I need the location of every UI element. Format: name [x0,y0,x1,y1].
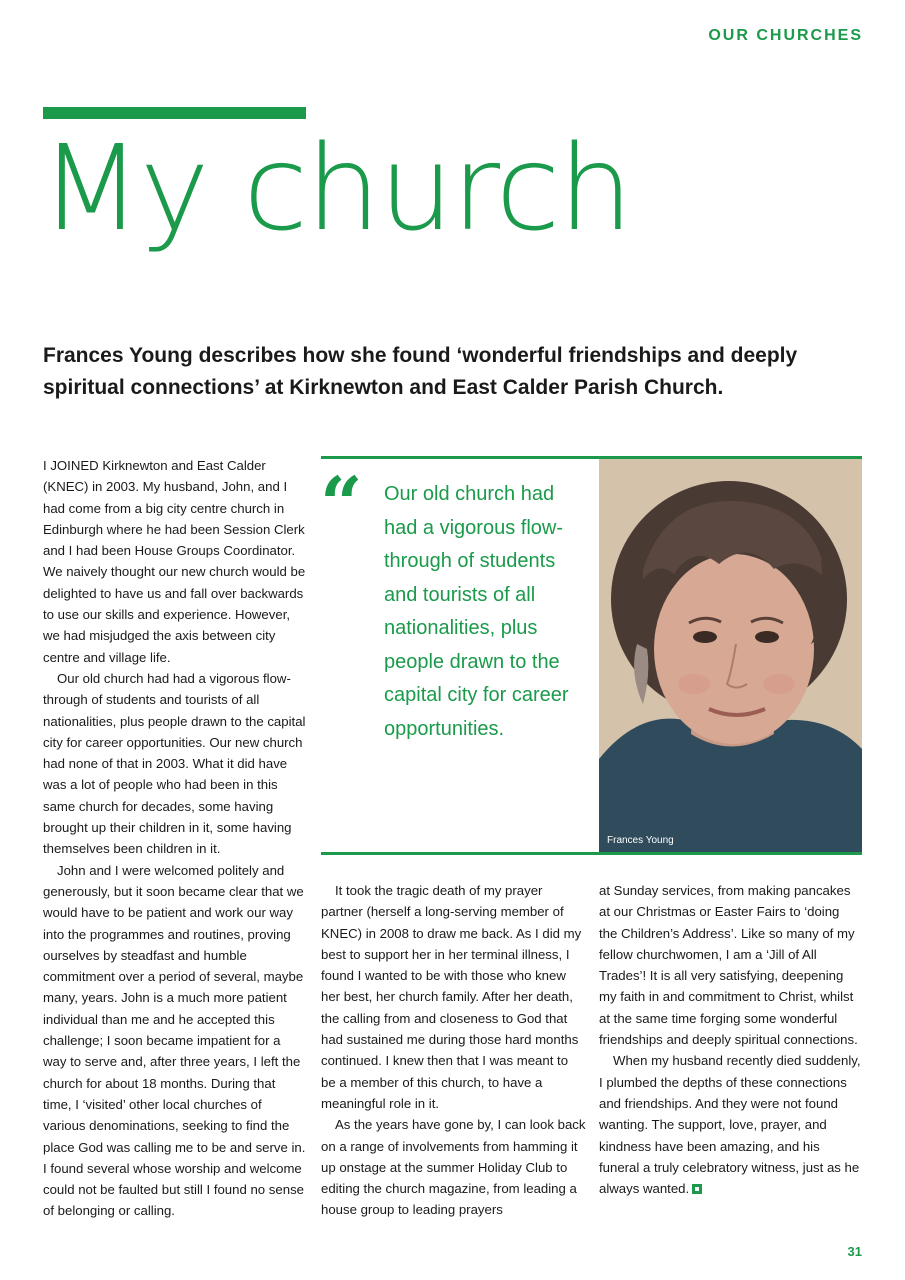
paragraph: It took the tragic death of my prayer partner (herself a long-serving member of KNEC) in 2008 to draw me back. As I did my best to support her in her terminal illness, I found I wanted to be with those who knew her best, her church family. After her death, the calling from and closeness to God that had sustained me during those hard months continued. I knew then that I was meant to be a member of this church, to have a meaningful role in it. [321,883,582,1111]
green-rule-bottom [321,852,862,855]
body-column-2 [321,880,586,1221]
paragraph: at Sunday services, from making pancakes at our Christmas or Easter Fairs to ‘doing the Children’s Address’. Like so many of my fellow churchwomen, I am a ‘Jill of All Trades’! It is all very satisfying, deepening my faith in and commitment to Christ, whilst at the same time forging some wonderful friendships and deeply spiritual connections. [599,883,858,1048]
author-photo [599,459,862,852]
section-label: OUR CHURCHES [708,27,863,44]
paragraph: I JOINED Kirknewton and East Calder (KNEC) in 2003. My husband, John, and I had come from a big city centre church in Edinburgh where he had been Session Clerk and I had been House Groups Coordinator. We naively thought our new church would be delighted to have us and fall over backwards to use our skills and experience. However, we had misjudged the axis between city centre and village life. [43,458,306,665]
portrait-illustration [599,459,862,852]
body-column-1 [43,455,307,1222]
paragraph-last-text: When my husband recently died suddenly, I plumbed the depths of these connections and friendships. And they were not found wanting. The support, love, prayer, and kindness have been amazing, and his funeral a truly celebratory witness, just as he always wanted. [599,1053,861,1197]
end-mark-icon [692,1184,702,1194]
paragraph-last [599,1050,861,1199]
paragraph: Our old church had had a vigorous flow-through of students and tourists of all nationalities, plus people drawn to the capital city for career opportunities. Our new church had none of that in 2003. What it did have was a lot of people who had been in this same church for decades, some having brought up their children in it, some having themselves been children in it. [43,670,306,857]
paragraph: John and I were welcomed politely and generously, but it soon became clear that we would have to be patient and work our way into the programmes and routines, proving ourselves by steadfast and humble commitment over a period of several, maybe many, years. John is a much more patient individual than me and he accepted this challenge; I soon became impatient for a way to serve and, after three years, I left the church for about 18 months. During that time, I ‘visited’ other local churches of various denominations, seeking to find the place God was calling me to be and serve in. I found several whose worship and welcome could not be faulted but still I found no sense of belonging or calling. [43,862,306,1219]
page-title: My church [40,119,632,257]
photo-caption: Frances Young [607,835,674,846]
paragraph: As the years have gone by, I can look back on a range of involvements from hamming it up onstage at the summer Holiday Club to editing the church magazine, from leading a house group to leading prayers [321,1117,586,1218]
body-column-3 [599,880,861,1199]
page-number: 31 [847,1244,862,1259]
pull-quote: Our old church had had a vigorous flow-through of students and tourists of all nationalities, plus people drawn to the capital city for career opportunities. [384,483,569,740]
quote-mark-icon: “ [320,462,363,548]
standfirst: Frances Young describes how she found ‘wonderful friendships and deeply spiritual connections’ at Kirknewton and East Calder Parish Church. [43,344,798,399]
